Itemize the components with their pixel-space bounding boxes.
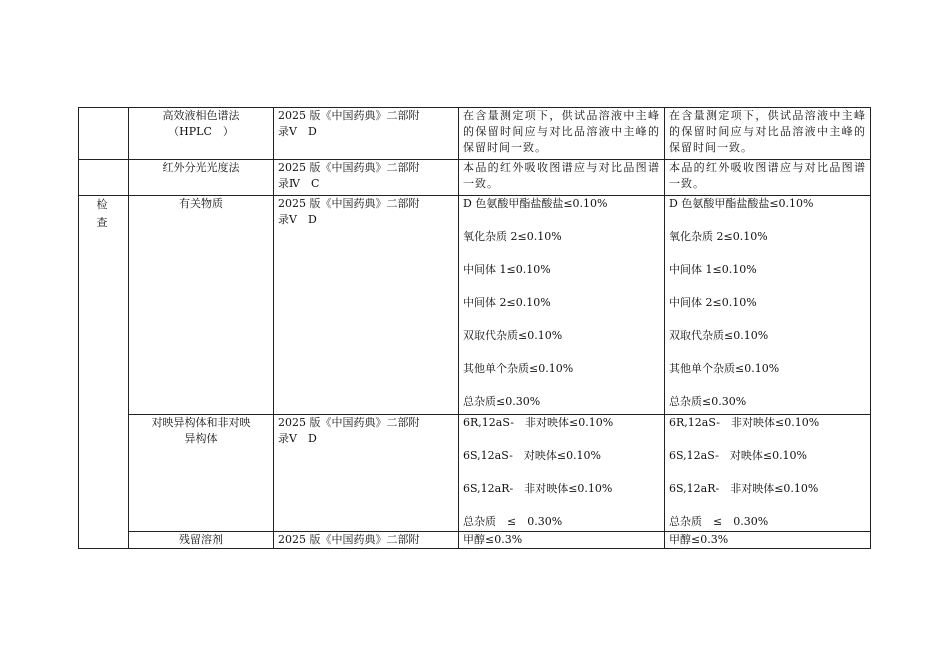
table-row <box>79 160 871 196</box>
method-cell <box>274 160 459 196</box>
spec-line: 总杂质 ≤ 0.30% <box>463 515 563 528</box>
item-label: （HPLC ） <box>168 125 234 138</box>
item-label: 异构体 <box>184 432 218 445</box>
spec-line: 6R,12aS- 非对映体≤0.10% <box>669 416 820 429</box>
item-cell <box>129 532 274 549</box>
spec-cell: 甲醇≤0.3% <box>665 532 871 549</box>
table-row <box>79 532 871 549</box>
spec-cell <box>665 415 871 532</box>
category-label: 检查 <box>96 198 114 229</box>
spec-cell: 在含量测定项下，供试品溶液中主峰的保留时间应与对比品溶液中主峰的保留时间一致。 <box>665 108 871 160</box>
spec-line: 总杂质≤0.30% <box>463 395 541 408</box>
table-row <box>79 196 871 415</box>
spec-line: D 色氨酸甲酯盐酸盐≤0.10% <box>669 197 814 210</box>
spec-line: 氧化杂质 2≤0.10% <box>463 230 562 243</box>
method-text: 2025 版《中国药典》二部附 <box>278 161 420 174</box>
table-row <box>79 415 871 532</box>
spec-cell: 本品的红外吸收图谱应与对比品图谱一致。 <box>459 160 665 196</box>
item-cell <box>129 196 274 415</box>
spec-cell: 甲醇≤0.3% <box>459 532 665 549</box>
method-text: 录Ⅴ D <box>278 125 317 138</box>
category-cell-empty <box>79 160 129 196</box>
spec-line: 中间体 1≤0.10% <box>669 263 757 276</box>
spec-line: 中间体 2≤0.10% <box>669 296 757 309</box>
spec-line: 中间体 1≤0.10% <box>463 263 551 276</box>
spec-line: 6S,12aR- 非对映体≤0.10% <box>463 482 613 495</box>
method-text: 2025 版《中国药典》二部附 <box>278 197 420 210</box>
spec-cell <box>459 196 665 415</box>
spec-line: D 色氨酸甲酯盐酸盐≤0.10% <box>463 197 608 210</box>
item-cell <box>129 108 274 160</box>
spec-line: 双取代杂质≤0.10% <box>669 329 769 342</box>
method-cell <box>274 532 459 549</box>
item-label: 红外分光光度法 <box>162 161 240 174</box>
spec-line: 其他单个杂质≤0.10% <box>669 362 780 375</box>
spec-line: 6R,12aS- 非对映体≤0.10% <box>463 416 614 429</box>
method-text: 2025 版《中国药典》二部附 <box>278 416 420 429</box>
method-text: 录Ⅴ D <box>278 213 317 226</box>
spec-cell <box>459 415 665 532</box>
spec-line: 总杂质 ≤ 0.30% <box>669 515 769 528</box>
specification-table <box>78 107 871 549</box>
spec-cell <box>665 196 871 415</box>
method-text: 录Ⅳ C <box>278 177 320 190</box>
item-label: 高效液相色谱法 <box>162 109 240 122</box>
method-text: 录Ⅴ D <box>278 432 317 445</box>
method-cell <box>274 108 459 160</box>
method-cell <box>274 415 459 532</box>
spec-line: 中间体 2≤0.10% <box>463 296 551 309</box>
spec-cell: 在含量测定项下，供试品溶液中主峰的保留时间应与对比品溶液中主峰的保留时间一致。 <box>459 108 665 160</box>
method-text: 2025 版《中国药典》二部附 <box>278 109 420 122</box>
spec-line: 氧化杂质 2≤0.10% <box>669 230 768 243</box>
spec-line: 双取代杂质≤0.10% <box>463 329 563 342</box>
item-cell <box>129 160 274 196</box>
spec-line: 6S,12aS- 对映体≤0.10% <box>669 449 808 462</box>
category-cell <box>79 196 129 549</box>
spec-line: 其他单个杂质≤0.10% <box>463 362 574 375</box>
category-cell-empty <box>79 108 129 160</box>
item-label: 残留溶剂 <box>179 533 223 546</box>
table-row <box>79 108 871 160</box>
method-text: 2025 版《中国药典》二部附 <box>278 533 420 546</box>
spec-cell: 本品的红外吸收图谱应与对比品图谱一致。 <box>665 160 871 196</box>
spec-line: 6S,12aS- 对映体≤0.10% <box>463 449 602 462</box>
spec-line: 6S,12aR- 非对映体≤0.10% <box>669 482 819 495</box>
item-label: 有关物质 <box>179 197 223 210</box>
item-label: 对映异构体和非对映 <box>151 416 251 429</box>
spec-line: 总杂质≤0.30% <box>669 395 747 408</box>
item-cell <box>129 415 274 532</box>
method-cell <box>274 196 459 415</box>
